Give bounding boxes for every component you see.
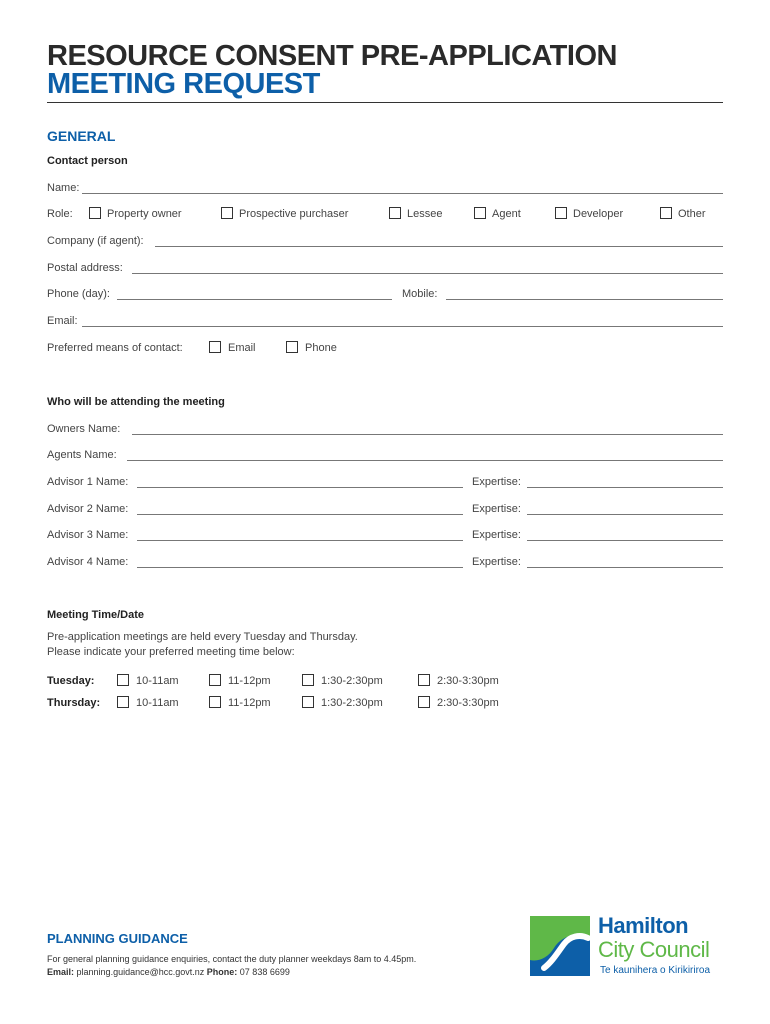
- thursday-slot-2-checkbox[interactable]: [209, 696, 221, 708]
- tuesday-label: Tuesday:: [47, 675, 95, 687]
- agents-name-field[interactable]: [127, 460, 723, 461]
- thursday-slot-3-checkbox[interactable]: [302, 696, 314, 708]
- thursday-slot-4-checkbox[interactable]: [418, 696, 430, 708]
- thursday-slot-1-label: 10-11am: [136, 697, 179, 709]
- advisor-4-expertise-field[interactable]: [527, 567, 723, 568]
- page-title: RESOURCE CONSENT PRE-APPLICATION: [47, 40, 617, 72]
- tuesday-slot-3-label: 1:30-2:30pm: [321, 675, 383, 687]
- thursday-slot-1-checkbox[interactable]: [117, 696, 129, 708]
- contact-person-heading: Contact person: [47, 155, 128, 167]
- tuesday-slot-2-checkbox[interactable]: [209, 674, 221, 686]
- meeting-heading: Meeting Time/Date: [47, 609, 144, 621]
- page-subtitle: MEETING REQUEST: [47, 68, 320, 100]
- planning-guidance-text: For general planning guidance enquiries, contact the duty planner weekdays 8am to 4.45pm.: [47, 954, 417, 964]
- title-divider: [47, 102, 723, 103]
- tuesday-slot-4-checkbox[interactable]: [418, 674, 430, 686]
- company-field[interactable]: [155, 246, 723, 247]
- tuesday-slot-2-label: 11-12pm: [228, 675, 271, 687]
- email-label: Email:: [47, 315, 78, 327]
- name-label: Name:: [47, 182, 80, 194]
- role-label: Role:: [47, 208, 73, 220]
- footer-email-label: Email:: [47, 967, 75, 977]
- role-prospective-purchaser-checkbox[interactable]: [221, 207, 233, 219]
- advisor-2-field[interactable]: [137, 514, 463, 515]
- footer-email[interactable]: planning.guidance@hcc.govt.nz: [76, 967, 205, 977]
- phone-label: Phone (day):: [47, 288, 110, 300]
- advisor-3-expertise-label: Expertise:: [472, 529, 521, 541]
- contact-email-label: Email: [228, 342, 256, 354]
- advisor-3-field[interactable]: [137, 540, 463, 541]
- phone-field[interactable]: [117, 299, 392, 300]
- meeting-note-1: Pre-application meetings are held every Tuesday and Thursday.: [47, 631, 358, 643]
- thursday-slot-3-label: 1:30-2:30pm: [321, 697, 383, 709]
- attending-heading: Who will be attending the meeting: [47, 396, 225, 408]
- logo-tagline: Te kaunihera o Kirikiriroa: [600, 965, 711, 976]
- owners-name-field[interactable]: [132, 434, 723, 435]
- company-label: Company (if agent):: [47, 235, 144, 247]
- contact-phone-label: Phone: [305, 342, 337, 354]
- advisor-4-field[interactable]: [137, 567, 463, 568]
- advisor-4-label: Advisor 4 Name:: [47, 556, 129, 568]
- advisor-1-label: Advisor 1 Name:: [47, 476, 129, 488]
- mobile-field[interactable]: [446, 299, 723, 300]
- role-prospective-purchaser-label: Prospective purchaser: [239, 208, 349, 220]
- role-lessee-label: Lessee: [407, 208, 443, 220]
- role-agent-checkbox[interactable]: [474, 207, 486, 219]
- advisor-2-label: Advisor 2 Name:: [47, 503, 129, 515]
- thursday-label: Thursday:: [47, 697, 101, 709]
- role-agent-label: Agent: [492, 208, 521, 220]
- planning-guidance-heading: PLANNING GUIDANCE: [47, 931, 188, 946]
- tuesday-slot-3-checkbox[interactable]: [302, 674, 314, 686]
- postal-address-label: Postal address:: [47, 262, 123, 274]
- mobile-label: Mobile:: [402, 288, 438, 300]
- tuesday-slot-1-checkbox[interactable]: [117, 674, 129, 686]
- preferred-contact-label: Preferred means of contact:: [47, 342, 183, 354]
- thursday-slot-2-label: 11-12pm: [228, 697, 271, 709]
- name-field[interactable]: [82, 193, 723, 194]
- role-other-checkbox[interactable]: [660, 207, 672, 219]
- tuesday-slot-1-label: 10-11am: [136, 675, 179, 687]
- agents-name-label: Agents Name:: [47, 449, 117, 461]
- thursday-slot-4-label: 2:30-3:30pm: [437, 697, 499, 709]
- meeting-note-2: Please indicate your preferred meeting time below:: [47, 646, 295, 658]
- footer-phone: 07 838 6699: [239, 967, 290, 977]
- advisor-1-expertise-label: Expertise:: [472, 476, 521, 488]
- planning-guidance-contact: [47, 967, 290, 977]
- role-lessee-checkbox[interactable]: [389, 207, 401, 219]
- logo-text-hamilton: Hamilton: [598, 913, 689, 938]
- owners-name-label: Owners Name:: [47, 423, 121, 435]
- tuesday-slot-4-label: 2:30-3:30pm: [437, 675, 499, 687]
- contact-phone-checkbox[interactable]: [286, 341, 298, 353]
- email-field[interactable]: [82, 326, 723, 327]
- advisor-3-label: Advisor 3 Name:: [47, 529, 129, 541]
- hcc-logo-icon: [530, 916, 590, 976]
- role-developer-label: Developer: [573, 208, 624, 220]
- advisor-3-expertise-field[interactable]: [527, 540, 723, 541]
- role-developer-checkbox[interactable]: [555, 207, 567, 219]
- logo-text-city-council: City Council: [598, 937, 710, 962]
- advisor-1-field[interactable]: [137, 487, 463, 488]
- contact-email-checkbox[interactable]: [209, 341, 221, 353]
- advisor-4-expertise-label: Expertise:: [472, 556, 521, 568]
- general-heading: GENERAL: [47, 128, 116, 144]
- role-property-owner-label: Property owner: [107, 208, 182, 220]
- advisor-2-expertise-field[interactable]: [527, 514, 723, 515]
- advisor-2-expertise-label: Expertise:: [472, 503, 521, 515]
- advisor-1-expertise-field[interactable]: [527, 487, 723, 488]
- postal-address-field[interactable]: [132, 273, 723, 274]
- role-other-label: Other: [678, 208, 706, 220]
- footer-phone-label: Phone:: [206, 967, 238, 977]
- role-property-owner-checkbox[interactable]: [89, 207, 101, 219]
